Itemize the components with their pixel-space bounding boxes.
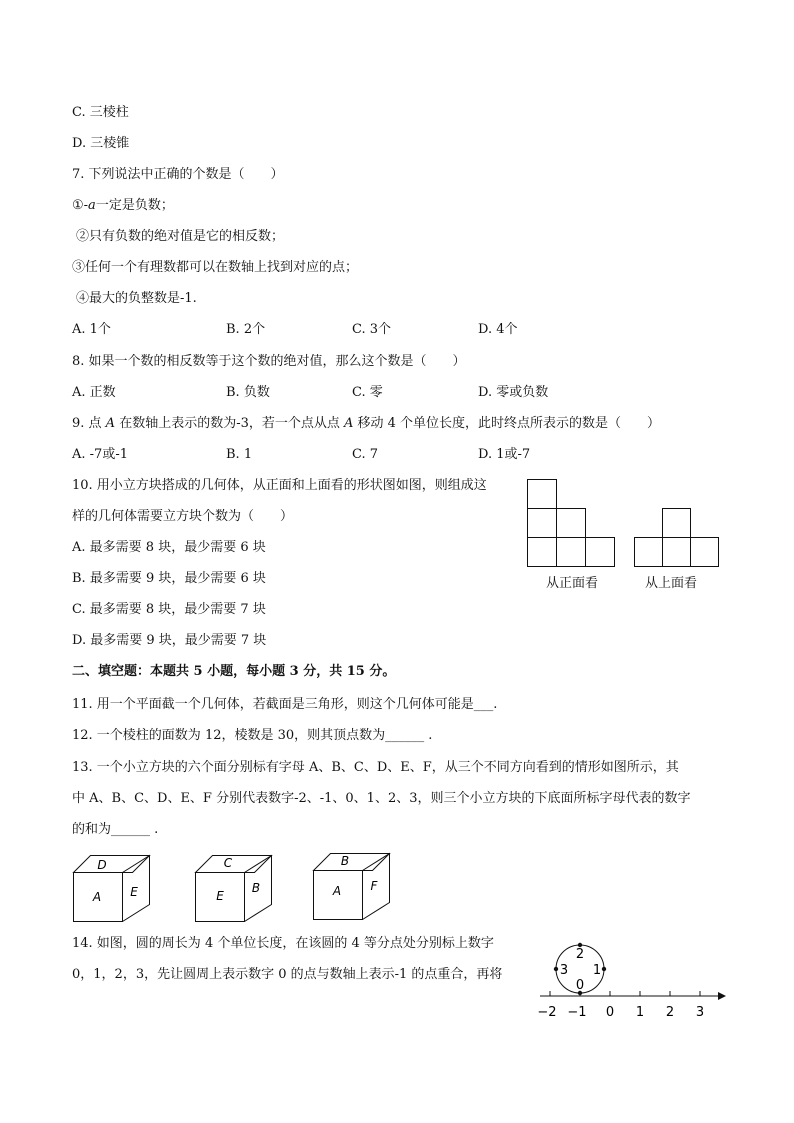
q10-option-b: B. 最多需要 9 块，最少需要 6 块 [72, 571, 266, 586]
front-view-square [528, 480, 557, 509]
cube-3-side-letter: F [370, 879, 378, 893]
q9-stem-part-c: 移动 4 个单位长度，此时终点所表示的数是（ ） [353, 416, 661, 431]
cube-1-top-letter: D [97, 858, 107, 872]
q7-statement-3: ③任何一个有理数都可以在数轴上找到对应的点； [72, 260, 359, 275]
q13-cube-2 [192, 852, 276, 926]
q7-s1-post: 一定是负数； [95, 198, 174, 213]
q7-statement-1 [72, 198, 174, 214]
top-view-square [691, 538, 719, 567]
cube-2-front-letter: E [216, 889, 224, 903]
q13-line-1: 13. 一个小立方块的六个面分别标有字母 A、B、C、D、E、F，从三个不同方向看到的情形如图所示，其 [72, 760, 679, 775]
q10-stem-line-1: 10. 用小立方块搭成的几何体，从正面和上面看的形状图如图，则组成这 [72, 478, 487, 493]
q8-option-a: A. 正数 [72, 385, 116, 400]
circle-label-0: 0 [575, 978, 585, 993]
q9-stem-part-a: 9. 点 [72, 416, 106, 431]
q7-option-a: A. 1个 [72, 322, 111, 337]
q14-line-1: 14. 如图，圆的周长为 4 个单位长度，在该圆的 4 等分点处分别标上数字 [72, 936, 494, 951]
q10-option-c: C. 最多需要 8 块，最少需要 7 块 [72, 602, 266, 617]
q6-option-c: C. 三棱柱 [72, 105, 129, 120]
q8-stem: 8. 如果一个数的相反数等于这个数的绝对值，那么这个数是（ ） [72, 354, 466, 369]
q10-front-view-figure [524, 476, 620, 572]
q9-stem-part-b: 在数轴上表示的数为-3，若一个点从点 [115, 416, 344, 431]
q7-s1-pre: ①- [72, 198, 89, 213]
q11-stem: 11. 用一个平面截一个几何体，若截面是三角形，则这个几何体可能是___. [72, 697, 498, 712]
q9-point-a: A [105, 416, 116, 431]
q8-option-b: B. 负数 [226, 385, 270, 400]
q7-option-b: B. 2个 [226, 322, 266, 337]
cube-3-front-letter: A [332, 884, 342, 898]
q10-top-view-figure [631, 505, 723, 571]
circle-label-2: 2 [575, 947, 585, 962]
cube-1-front-letter: A [92, 890, 102, 904]
axis-tick-label: 0 [605, 1005, 615, 1020]
axis-tick-label: −1 [567, 1005, 587, 1020]
q9-option-d: D. 1或-7 [478, 447, 531, 462]
cube-2-top-letter: C [223, 856, 233, 870]
number-line-arrow-icon [718, 992, 726, 1000]
section-2-heading: 二、填空题：本题共 5 小题，每小题 3 分，共 15 分。 [72, 664, 396, 679]
axis-tick-label: 3 [695, 1005, 705, 1020]
circle-label-3: 3 [559, 963, 569, 978]
q7-option-d: D. 4个 [478, 322, 518, 337]
q10-front-view-label: 从正面看 [546, 576, 599, 591]
q10-stem-line-2: 样的几何体需要立方块个数为（ ） [72, 509, 294, 524]
q14-number-line-figure [534, 936, 730, 1022]
q13-cube-3 [310, 850, 394, 924]
q13-cube-1 [70, 852, 154, 926]
q8-option-c: C. 零 [352, 385, 383, 400]
cube-3-top-letter: B [340, 854, 350, 868]
q12-stem: 12. 一个棱柱的面数为 12，棱数是 30，则其顶点数为______ . [72, 728, 433, 743]
front-view-square [528, 509, 557, 538]
q14-line-2: 0，1，2，3，先让圆周上表示数字 0 的点与数轴上表示-1 的点重合，再将 [72, 967, 503, 982]
q9-option-b: B. 1 [226, 447, 253, 462]
q9-option-c: C. 7 [352, 447, 379, 462]
q9-point-a-2: A [344, 416, 354, 431]
q7-statement-2: ②只有负数的绝对值是它的相反数； [76, 229, 285, 244]
q7-s1-variable: a [88, 198, 96, 213]
q9-option-a: A. -7或-1 [72, 447, 128, 462]
circle-label-1: 1 [592, 963, 602, 978]
q7-stem: 7. 下列说法中正确的个数是（ ） [72, 167, 284, 182]
q10-option-a: A. 最多需要 8 块，最少需要 6 块 [72, 540, 266, 555]
top-view-square [635, 538, 663, 567]
front-view-square [586, 538, 615, 567]
q9-stem [72, 416, 660, 432]
q8-option-d: D. 零或负数 [478, 385, 549, 400]
cube-2-side-letter: B [251, 881, 261, 895]
q10-top-view-label: 从上面看 [645, 576, 698, 591]
q7-option-c: C. 3个 [352, 322, 392, 337]
front-view-square [528, 538, 557, 567]
top-view-square [663, 538, 691, 567]
top-view-square [663, 509, 691, 538]
axis-tick-label: −2 [537, 1005, 557, 1020]
front-view-square [557, 538, 586, 567]
q10-option-d: D. 最多需要 9 块，最少需要 7 块 [72, 633, 267, 648]
cube-1-side-letter: E [130, 885, 138, 899]
front-view-square [557, 509, 586, 538]
circle-point-3 [554, 967, 558, 971]
q7-statement-4: ④最大的负整数是-1. [76, 291, 197, 306]
axis-tick-label: 1 [635, 1005, 645, 1020]
axis-tick-label: 2 [665, 1005, 675, 1020]
circle-point-1 [602, 967, 606, 971]
q13-line-3: 的和为______ . [72, 822, 159, 837]
q13-line-2: 中 A、B、C、D、E、F 分别代表数字-2、-1、0、1、2、3，则三个小立方块的下底面所标字母代表的数字 [72, 791, 691, 806]
q6-option-d: D. 三棱锥 [72, 136, 130, 151]
